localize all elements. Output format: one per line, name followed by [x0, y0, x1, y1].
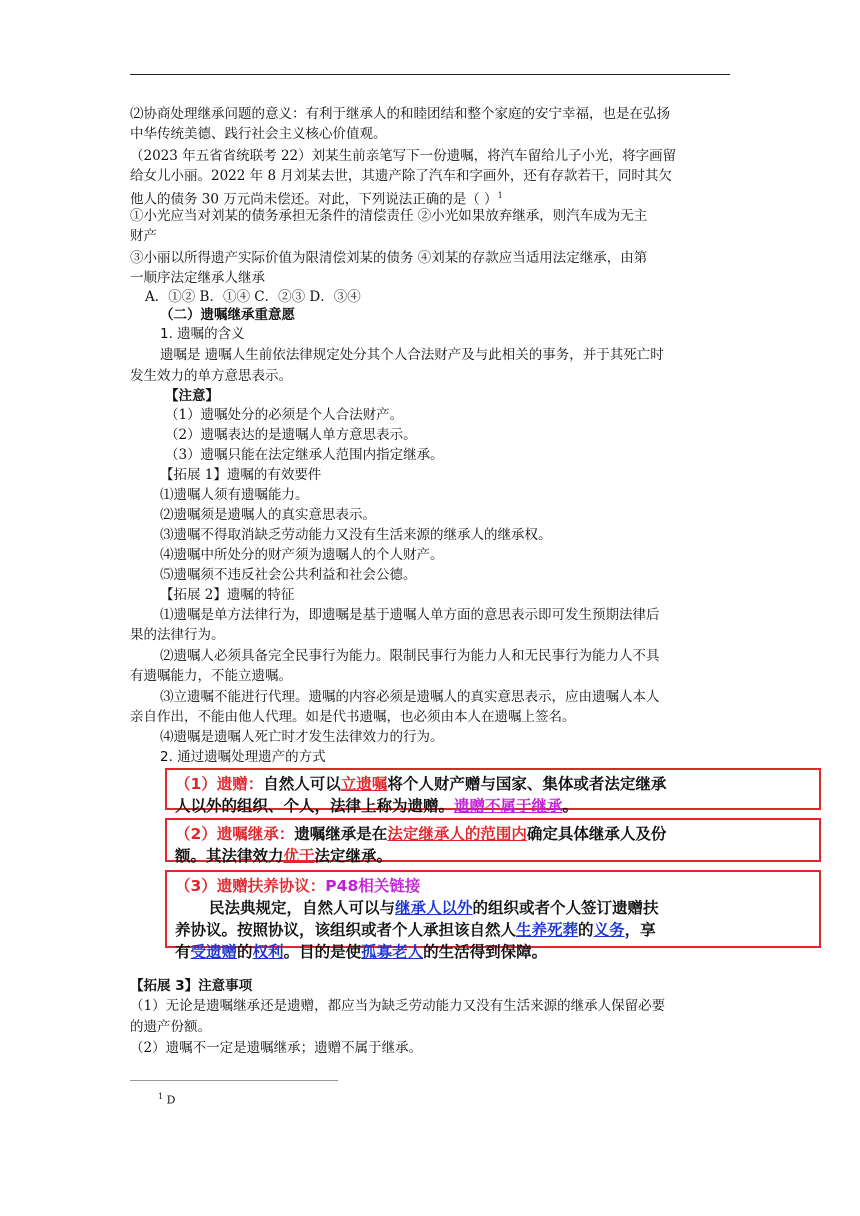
option-line-2: 财产 [130, 228, 157, 244]
support-highlight: 受遗赠 [190, 943, 238, 961]
note-item: （2）遗嘱表达的是遗嘱人单方意思表示。 [165, 427, 417, 443]
extension-1-item: ⑴遗嘱人须有遗嘱能力。 [160, 487, 309, 503]
option-line-3: ③小丽以所得遗产实际价值为限清偿刘某的债务 ④刘某的存款应当适用法定继承，由第 [130, 250, 648, 266]
support-text: 的生活得到保障。 [423, 943, 548, 961]
bequest-highlight: 遗赠不属于继承 [454, 797, 563, 815]
note-item: （3）遗嘱只能在法定继承人范围内指定继承。 [165, 447, 444, 463]
intro-line-1: ⑵协商处理继承问题的意义：有利于继承人的和睦团结和整个家庭的安宁幸福，也是在弘扬 [130, 106, 670, 122]
bequest-box-line-2 [175, 795, 811, 817]
testamentary-box-line-2 [175, 845, 811, 867]
support-box-line-1 [175, 875, 811, 897]
footnote [158, 1090, 175, 1108]
bequest-text: 人以外的组织、个人，法律上称为遗赠。 [175, 797, 455, 815]
testamentary-text: 额。其法律效力 [175, 847, 284, 865]
question-stem: 他人的债务 30 万元尚未偿还。对此，下列说法正确的是（ ） [130, 191, 498, 208]
support-text: 的 [237, 943, 253, 961]
extension-2-item-2a: ⑵遗嘱人必须具备完全民事行为能力。限制民事行为能力人和无民事行为能力人不具 [160, 648, 660, 664]
extension-2-item-1a: ⑴遗嘱是单方法律行为，即遗嘱是基于遗嘱人单方面的意思表示即可发生预期法律后 [160, 607, 660, 623]
testamentary-text: 法定继承。 [314, 847, 393, 865]
support-text: 的组织或者个人签订遗赠扶 [472, 899, 659, 917]
bequest-period: 。 [562, 797, 579, 815]
bequest-box [165, 768, 821, 815]
extension-3-item-1b: 的遗产份额。 [130, 1019, 211, 1035]
extension-1-item: ⑵遗嘱须是遗嘱人的真实意思表示。 [160, 507, 376, 523]
testamentary-label: （2）遗嘱继承： [175, 825, 295, 843]
support-text: 。目的是使 [283, 943, 362, 961]
support-box-line-2 [175, 897, 811, 919]
extension-3-item-2: （2）遗嘱不一定是遗嘱继承；遗赠不属于继承。 [130, 1040, 423, 1056]
footnote-text: D [166, 1093, 176, 1107]
option-line-1: ①小光应当对刘某的债务承担无条件的清偿责任 ②小光如果放弃继承，则汽车成为无主 [130, 208, 648, 224]
support-text: ，享 [624, 921, 656, 939]
support-text: 的 [578, 921, 594, 939]
support-highlight: 义务 [593, 921, 625, 939]
bequest-highlight: 立遗嘱 [340, 775, 388, 793]
footnote-ref[interactable]: 1 [497, 191, 503, 200]
note-item: （1）遗嘱处分的必须是个人合法财产。 [165, 407, 404, 423]
definition-line-2: 发生效力的单方意思表示。 [130, 368, 292, 384]
support-label: （3）遗赠扶养协议： [175, 877, 326, 895]
support-agreement-box [165, 870, 821, 961]
footnote-rule [130, 1080, 338, 1081]
extension-3-item-1a: （1）无论是遗嘱继承还是遗赠，都应当为缺乏劳动能力又没有生活来源的继承人保留必要 [130, 998, 666, 1014]
extension-2-item-3a: ⑶立遗嘱不能进行代理。遗嘱的内容必须是遗嘱人的真实意思表示，应由遗嘱人本人 [160, 689, 660, 705]
bequest-label: （1）遗赠： [175, 775, 264, 793]
extension-3-title: 【拓展 3】注意事项 [130, 978, 253, 994]
bequest-text: 自然人可以 [263, 775, 341, 793]
bequest-text: 将个人财产赠与国家、集体或者法定继承 [387, 775, 667, 793]
extension-2-item-4: ⑷遗嘱是遗嘱人死亡时才发生法律效力的行为。 [160, 729, 444, 745]
option-line-4: 一顺序法定继承人继承 [130, 270, 265, 286]
support-highlight: 权利 [252, 943, 284, 961]
support-highlight: 继承人以外 [395, 899, 473, 917]
footnote-mark: 1 [158, 1092, 164, 1101]
support-box-line-3 [175, 919, 811, 941]
testamentary-box-line-1 [175, 823, 811, 845]
support-text: 有 [175, 943, 191, 961]
extension-2-item-2b: 有遗嘱能力，不能立遗嘱。 [130, 668, 292, 684]
extension-2-item-1b: 果的法律行为。 [130, 627, 225, 643]
support-text: 养协议。按照协议，该组织或者个人承担该自然人 [175, 921, 517, 939]
support-highlight: 孤寡老人 [361, 943, 424, 961]
extension-2-item-3b: 亲自作出，不能由他人代理。如是代书遗嘱，也必须由本人在遗嘱上签名。 [130, 709, 576, 725]
answer-choices: A．①② B．①④ C．②③ D．③④ [145, 289, 361, 305]
header-rule [130, 74, 730, 75]
extension-1-item: ⑶遗嘱不得取消缺乏劳动能力又没有生活来源的继承人的继承权。 [160, 527, 552, 543]
question-line-2: 给女儿小丽。2022 年 8 月刘某去世，其遗产除了汽车和字画外，还有存款若干，同时其欠 [130, 168, 672, 184]
question-line-1: （2023 年五省省统联考 22）刘某生前亲笔写下一份遗嘱，将汽车留给儿子小光，将字画留 [130, 148, 677, 164]
subsection-title-2: 2. 通过遗嘱处理遗产的方式 [160, 749, 326, 765]
extension-2-title: 【拓展 2】遗嘱的特征 [160, 587, 295, 603]
support-link-label: P48相关链接 [325, 877, 421, 895]
testamentary-text: 遗嘱继承是在 [294, 825, 388, 843]
intro-line-2: 中华传统美德、践行社会主义核心价值观。 [130, 126, 387, 142]
support-text: 民法典规定，自然人可以与 [209, 899, 396, 917]
support-highlight: 生养死葬 [516, 921, 579, 939]
support-box-line-4 [175, 941, 811, 963]
testamentary-succession-box [165, 818, 821, 865]
testamentary-highlight: 法定继承人的范围内 [387, 825, 527, 843]
testamentary-text: 确定具体继承人及份 [526, 825, 667, 843]
testamentary-highlight: 优于 [283, 847, 315, 865]
bequest-box-line-1 [175, 773, 811, 795]
extension-1-item: ⑷遗嘱中所处分的财产须为遗嘱人的个人财产。 [160, 547, 444, 563]
subsection-title-1: 1. 遗嘱的含义 [160, 326, 245, 342]
section-title: （二）遗嘱继承重意愿 [160, 307, 295, 323]
extension-1-title: 【拓展 1】遗嘱的有效要件 [160, 467, 322, 483]
extension-1-item: ⑸遗嘱须不违反社会公共利益和社会公德。 [160, 567, 417, 583]
note-title: 【注意】 [165, 388, 219, 404]
definition-line-1: 遗嘱是 遗嘱人生前依法律规定处分其个人合法财产及与此相关的事务，并于其死亡时 [160, 347, 664, 363]
